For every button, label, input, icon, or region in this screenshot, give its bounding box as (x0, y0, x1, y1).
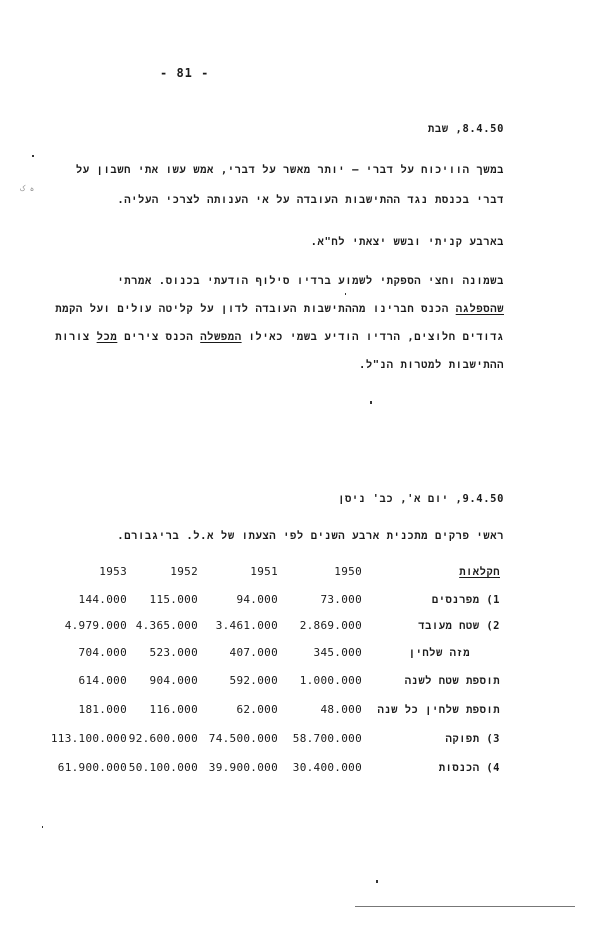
table-cell: 523.000 (149, 646, 198, 659)
table-title: ראשי פרקים מתכנית ארבע השנים לפי הצעתו של א.ל. בריגבורם. (117, 530, 504, 542)
table-cell: 614.000 (78, 674, 127, 687)
underlined-word: שהספלגה (455, 303, 504, 315)
paragraph-1-line-1: במשך הוויכוח על דברי – יותר מאשר על דברי, אמש עשו אתי חשבון על (75, 164, 504, 176)
entry-date-1: 8.4.50, שבת (427, 123, 504, 135)
year-header: 1953 (99, 565, 127, 578)
year-header: 1951 (250, 565, 278, 578)
paragraph-3-line-3: גדודים חלוצים, הרדיו הודיע בשמי כאילו המפשלה הכנס צירים מכל צורות (55, 331, 504, 343)
scan-speck (376, 880, 378, 883)
table-cell: 704.000 (78, 646, 127, 659)
table-cell: 58.700.000 (292, 732, 362, 745)
table-cell: 113.100.000 (50, 732, 127, 745)
row-label: 1) מפרנסים (431, 594, 500, 606)
table-cell: 4.365.000 (135, 619, 198, 632)
table-cell: 92.600.000 (128, 732, 198, 745)
row-label: 2) שטח מעובד (418, 620, 500, 632)
table-cell: 94.000 (236, 593, 278, 606)
row-label: 4) הכנסות (438, 762, 500, 774)
table-cell: 30.400.000 (292, 761, 362, 774)
row-label: מזה שלחין (408, 647, 470, 659)
table-cell: 1.000.000 (299, 674, 362, 687)
paragraph-3-line-4: ההתישבות למטרות הנ"ל. (358, 359, 504, 371)
table-cell: 62.000 (236, 703, 278, 716)
paragraph-1-line-2: דברי בכנסת נגד ההתישבות העובדה על אי הענותה לצרכי העליה. (117, 194, 504, 206)
table-cell: 39.900.000 (208, 761, 278, 774)
row-label: תוספת שטח לשנה (404, 675, 500, 687)
year-header: 1952 (170, 565, 198, 578)
underlined-word: מכל (96, 331, 118, 343)
row-label: 3) תפוקה (445, 733, 500, 745)
table-cell: 592.000 (229, 674, 278, 687)
table-cell: 144.000 (78, 593, 127, 606)
entry-date-2: 9.4.50, יום א', כב' ניסן (338, 493, 504, 505)
underlined-word: המפשלה (200, 331, 242, 343)
margin-note: ہ ک (20, 184, 35, 193)
paragraph-3-line-2: שהספלגה הכנס חברינו מההתישבות העובדה לדון על קליטה עולים ועל הקמת (55, 303, 504, 315)
scan-speck (32, 155, 34, 157)
paragraph-3-line-1: בשמונה וחצי הספקתי לשמוע ברדיו סילוף הודעתי בכנוס. אמרתי (117, 275, 504, 287)
table-cell: 48.000 (320, 703, 362, 716)
table-cell: 50.100.000 (128, 761, 198, 774)
table-cell: 74.500.000 (208, 732, 278, 745)
table-cell: 2.869.000 (299, 619, 362, 632)
table-cell: 181.000 (78, 703, 127, 716)
row-label: תוספת שלחין כל שנה (377, 704, 500, 716)
year-header: 1950 (334, 565, 362, 578)
scan-speck (370, 401, 372, 404)
table-cell: 73.000 (320, 593, 362, 606)
table-cell: 4.979.000 (64, 619, 127, 632)
scan-speck (42, 826, 43, 828)
table-cell: 115.000 (149, 593, 198, 606)
scan-speck (345, 293, 346, 295)
table-cell: 904.000 (149, 674, 198, 687)
table-cell: 407.000 (229, 646, 278, 659)
table-header-label: חקלאות (459, 566, 500, 578)
scan-edge-line (355, 906, 575, 907)
page-number: - 81 - (160, 66, 210, 80)
table-cell: 116.000 (149, 703, 198, 716)
table-cell: 61.900.000 (57, 761, 127, 774)
table-cell: 345.000 (313, 646, 362, 659)
paragraph-2: בארבע קניתי ובשש יצאתי לח"א. (310, 236, 504, 248)
table-cell: 3.461.000 (215, 619, 278, 632)
